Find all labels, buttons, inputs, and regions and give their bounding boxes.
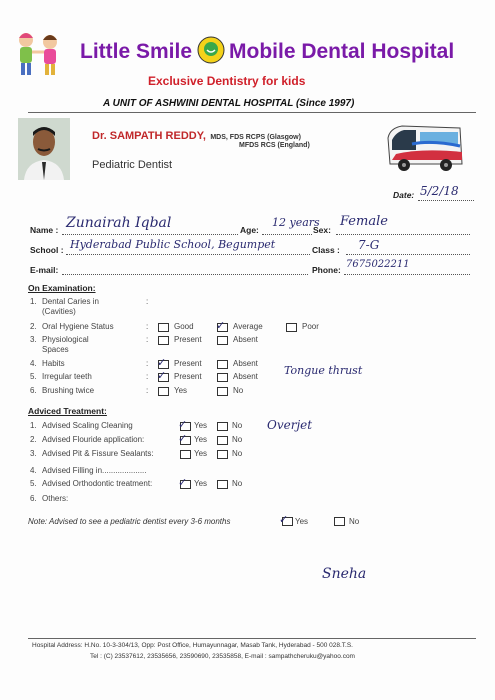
phone-label: Phone: bbox=[312, 265, 341, 275]
exam-row-label-cont: Spaces bbox=[42, 345, 69, 354]
treatment-row-number: 1. bbox=[30, 421, 37, 430]
exam-option-label: Average bbox=[233, 322, 263, 331]
date-value: 5/2/18 bbox=[420, 184, 459, 198]
age-label: Age: bbox=[240, 225, 259, 235]
exam-option-label: Absent bbox=[233, 372, 258, 381]
treatment-no-checkbox[interactable] bbox=[217, 436, 228, 445]
exam-option-checkmark: ✓ bbox=[216, 319, 226, 332]
exam-option-checkbox[interactable] bbox=[158, 387, 169, 396]
overjet-note: Overjet bbox=[267, 418, 313, 432]
exam-row-number: 2. bbox=[30, 322, 37, 331]
exam-row-number: 5. bbox=[30, 372, 37, 381]
treatment-row-label: Advised Pit & Fissure Sealants: bbox=[42, 449, 154, 458]
exam-option-checkbox[interactable] bbox=[217, 360, 228, 369]
hospital-title-right: Mobile Dental Hospital bbox=[229, 40, 455, 63]
patient-name: Zunairah Iqbal bbox=[66, 215, 172, 231]
footer-divider bbox=[28, 638, 476, 639]
treatment-row-label: Advised Orthodontic treatment: bbox=[42, 479, 153, 488]
habit-note: Tongue thrust bbox=[284, 364, 363, 377]
footer-address: Hospital Address: H.No. 10-3-304/13, Opp: Post Office, Humayunnagar, Masab Tank, Hyderabad - 500 028.T.S. bbox=[32, 642, 353, 649]
examination-heading: On Examination: bbox=[28, 283, 96, 293]
patient-age: 12 years bbox=[272, 216, 320, 229]
exam-option-checkmark: ✓ bbox=[157, 356, 167, 369]
school-underline bbox=[66, 254, 310, 255]
exam-option-label: Present bbox=[174, 372, 202, 381]
doctor-name: Dr. SAMPATH REDDY, bbox=[92, 130, 206, 142]
followup-no-label: No bbox=[349, 517, 360, 526]
exam-row-number: 3. bbox=[30, 335, 37, 344]
treatment-yes-checkmark: ✓ bbox=[178, 476, 188, 489]
patient-phone: 7675022211 bbox=[346, 259, 410, 270]
date-label: Date: bbox=[393, 190, 415, 200]
treatment-no-label: No bbox=[232, 479, 243, 488]
exam-row-colon: : bbox=[146, 386, 149, 395]
treatment-row-number: 6. bbox=[30, 494, 37, 503]
exam-row-label: Dental Caries in bbox=[42, 297, 99, 306]
hospital-subtitle: Exclusive Dentistry for kids bbox=[148, 74, 306, 88]
exam-option-label: Poor bbox=[302, 322, 319, 331]
doctor-photo bbox=[18, 118, 70, 180]
patient-sex: Female bbox=[340, 214, 388, 229]
treatment-no-checkbox[interactable] bbox=[217, 450, 228, 459]
email-label: E-mail: bbox=[30, 265, 59, 275]
exam-option-checkbox[interactable] bbox=[217, 387, 228, 396]
exam-option-checkbox[interactable] bbox=[158, 323, 169, 332]
friends-logo bbox=[197, 36, 225, 64]
treatment-no-label: No bbox=[232, 435, 243, 444]
hospital-title-left: Little Smile bbox=[80, 40, 193, 63]
exam-row-label: Irregular teeth bbox=[42, 372, 92, 381]
mobile-bus-image bbox=[382, 118, 466, 178]
followup-yes-checkmark: ✓ bbox=[279, 513, 289, 526]
treatment-no-checkbox[interactable] bbox=[217, 422, 228, 431]
followup-note: Note: Advised to see a pediatric dentist every 3-6 months bbox=[28, 517, 231, 526]
age-underline bbox=[262, 234, 312, 235]
patient-class: 7-G bbox=[358, 238, 380, 252]
exam-option-checkbox[interactable] bbox=[217, 336, 228, 345]
exam-row-label: Brushing twice bbox=[42, 386, 95, 395]
date-underline bbox=[418, 200, 474, 201]
kids-logo bbox=[10, 28, 72, 78]
exam-row-number: 4. bbox=[30, 359, 37, 368]
treatment-yes-checkmark: ✓ bbox=[178, 432, 188, 445]
exam-row-label: Physiological bbox=[42, 335, 89, 344]
treatment-row-number: 5. bbox=[30, 479, 37, 488]
exam-row-label: Habits bbox=[42, 359, 65, 368]
exam-option-label: Yes bbox=[174, 386, 188, 395]
treatment-yes-checkmark: ✓ bbox=[178, 418, 188, 431]
exam-option-checkbox[interactable] bbox=[217, 373, 228, 382]
treatment-row-number: 4. bbox=[30, 466, 37, 475]
class-label: Class : bbox=[312, 245, 340, 255]
class-underline bbox=[346, 254, 470, 255]
exam-row-label: Oral Hygiene Status bbox=[42, 322, 114, 331]
treatment-row-number: 2. bbox=[30, 435, 37, 444]
doctor-specialty: Pediatric Dentist bbox=[92, 159, 173, 171]
treatment-heading: Adviced Treatment: bbox=[28, 406, 107, 416]
signature: Sneha bbox=[322, 566, 367, 582]
exam-option-label: Present bbox=[174, 359, 202, 368]
treatment-yes-label: Yes bbox=[194, 479, 208, 488]
treatment-row-label: Advised Flouride application: bbox=[42, 435, 145, 444]
exam-option-checkmark: ✓ bbox=[157, 369, 167, 382]
exam-row-number: 1. bbox=[30, 297, 37, 306]
treatment-no-label: No bbox=[232, 421, 243, 430]
followup-no-checkbox[interactable] bbox=[334, 517, 345, 526]
treatment-row-label: Advised Filling in.................... bbox=[42, 466, 147, 475]
exam-option-label: Present bbox=[174, 335, 202, 344]
exam-row-colon: : bbox=[146, 322, 149, 331]
treatment-yes-label: Yes bbox=[194, 449, 208, 458]
exam-option-checkbox[interactable] bbox=[286, 323, 297, 332]
footer-contact: Tel : (C) 23537612, 23535656, 23590690, 23535858, E-mail : sampathcheruku@yahoo.com bbox=[90, 653, 355, 660]
doctor-qualifications-2: MFDS RCS (England) bbox=[239, 142, 310, 149]
treatment-no-label: No bbox=[232, 449, 243, 458]
exam-option-label: No bbox=[233, 386, 244, 395]
name-underline bbox=[62, 234, 238, 235]
sex-label: Sex: bbox=[313, 225, 331, 235]
header-divider bbox=[28, 112, 476, 113]
treatment-yes-label: Yes bbox=[194, 435, 208, 444]
exam-option-label: Absent bbox=[233, 359, 258, 368]
exam-row-colon: : bbox=[146, 359, 149, 368]
exam-row-number: 6. bbox=[30, 386, 37, 395]
school-label: School : bbox=[30, 245, 64, 255]
exam-row-colon: : bbox=[146, 372, 149, 381]
exam-option-label: Good bbox=[174, 322, 194, 331]
exam-row-colon: : bbox=[146, 297, 149, 306]
treatment-no-checkbox[interactable] bbox=[217, 480, 228, 489]
name-label: Name : bbox=[30, 225, 59, 235]
phone-underline bbox=[344, 274, 470, 275]
exam-option-checkbox[interactable] bbox=[158, 336, 169, 345]
followup-yes-label: Yes bbox=[295, 517, 309, 526]
treatment-row-label: Others: bbox=[42, 494, 69, 503]
sex-underline bbox=[336, 234, 470, 235]
patient-school: Hyderabad Public School, Begumpet bbox=[70, 238, 276, 251]
exam-option-label: Absent bbox=[233, 335, 258, 344]
email-underline bbox=[62, 274, 308, 275]
doctor-qualifications: MDS, FDS RCPS (Glasgow) bbox=[210, 134, 301, 141]
exam-row-label-cont: (Cavities) bbox=[42, 307, 76, 316]
treatment-yes-checkbox[interactable] bbox=[180, 450, 191, 459]
treatment-row-number: 3. bbox=[30, 449, 37, 458]
treatment-yes-label: Yes bbox=[194, 421, 208, 430]
exam-row-colon: : bbox=[146, 335, 149, 344]
treatment-row-label: Advised Scaling Cleaning bbox=[42, 421, 133, 430]
parent-hospital-line: A UNIT OF ASHWINI DENTAL HOSPITAL (Since 1997) bbox=[103, 98, 355, 109]
